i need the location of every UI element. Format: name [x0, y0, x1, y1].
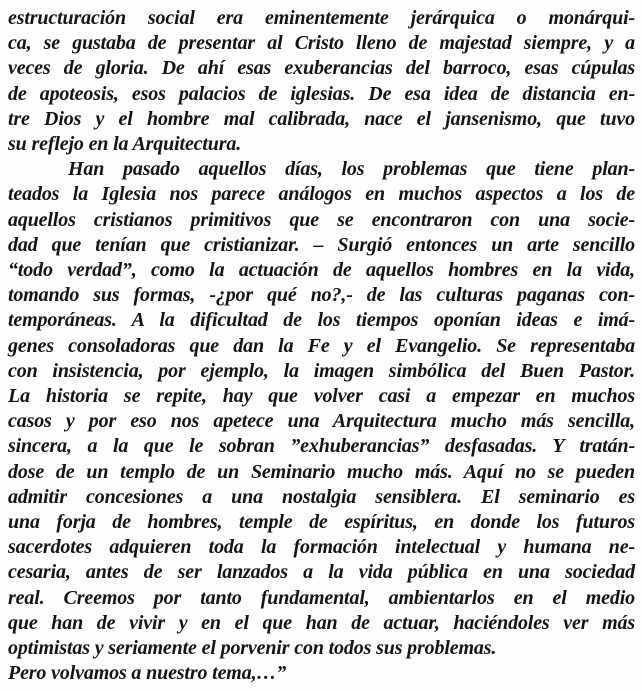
- text-line: sincera, a la que le sobran ”exhuberancias” desfasadas. Y tratán-: [8, 435, 635, 458]
- text-line: sacerdotes adquieren toda la formación intelectual y humana ne-: [8, 536, 635, 559]
- text-line: teados la Iglesia nos parece análogos en muchos aspectos a los de: [8, 183, 635, 206]
- text-line: optimistas y seriamente el porvenir con todos sus problemas.: [8, 637, 497, 660]
- text-line: Han pasado aquellos días, los problemas que tiene plan-: [68, 158, 635, 181]
- text-line: aquellos cristianos primitivos que se encontraron con una socie-: [8, 208, 635, 231]
- text-line: que han de vivir y en el que han de actuar, haciéndoles ver más: [8, 611, 635, 634]
- text-line: veces de gloria. De ahí esas exuberancias del barroco, esas cúpulas: [8, 57, 635, 80]
- text-line: con insistencia, por ejemplo, la imagen simbólica del Buen Pastor.: [8, 359, 635, 382]
- text-block: [8, 6, 635, 686]
- text-line: Pero volvamos a nuestro tema,…”: [8, 662, 287, 685]
- text-line: admitir concesiones a una nostalgia sensiblera. El seminario es: [8, 485, 635, 508]
- text-line: casos y por eso nos apetece una Arquitectura mucho más sencilla,: [8, 410, 635, 433]
- text-line: estructuración social era eminentemente jerárquica o monárqui-: [8, 7, 635, 29]
- text-line: cesaria, antes de ser lanzados a la vida pública en una sociedad: [8, 561, 635, 584]
- text-line: tre Dios y el hombre mal calibrada, nace el jansenismo, que tuvo: [8, 107, 635, 130]
- text-line: “todo verdad”, como la actuación de aquellos hombres en la vida,: [8, 259, 635, 282]
- text-line: su reflejo en la Arquitectura.: [8, 133, 242, 156]
- text-line: genes consoladoras que dan la Fe y el Evangelio. Se representaba: [8, 334, 635, 357]
- text-line: una forja de hombres, temple de espíritus, en donde los futuros: [8, 511, 635, 534]
- text-line: ca, se gustaba de presentar al Cristo lleno de majestad siempre, y a: [8, 32, 635, 55]
- text-line: real. Creemos por tanto fundamental, ambientarlos en el medio: [8, 586, 635, 609]
- text-line: de apoteosis, esos palacios de iglesias. De esa idea de distancia en-: [8, 82, 635, 105]
- text-line: dose de un templo de un Seminario mucho más. Aquí no se pueden: [8, 460, 635, 483]
- text-line: La historia se repite, hay que volver casi a empezar en muchos: [8, 385, 635, 408]
- text-line: dad que tenían que cristianizar. – Surgió entonces un arte sencillo: [8, 233, 635, 256]
- text-line: tomando sus formas, -¿por qué no?,- de las culturas paganas con-: [8, 284, 635, 307]
- text-line: temporáneas. A la dificultad de los tiempos oponían ideas e imá-: [8, 309, 635, 332]
